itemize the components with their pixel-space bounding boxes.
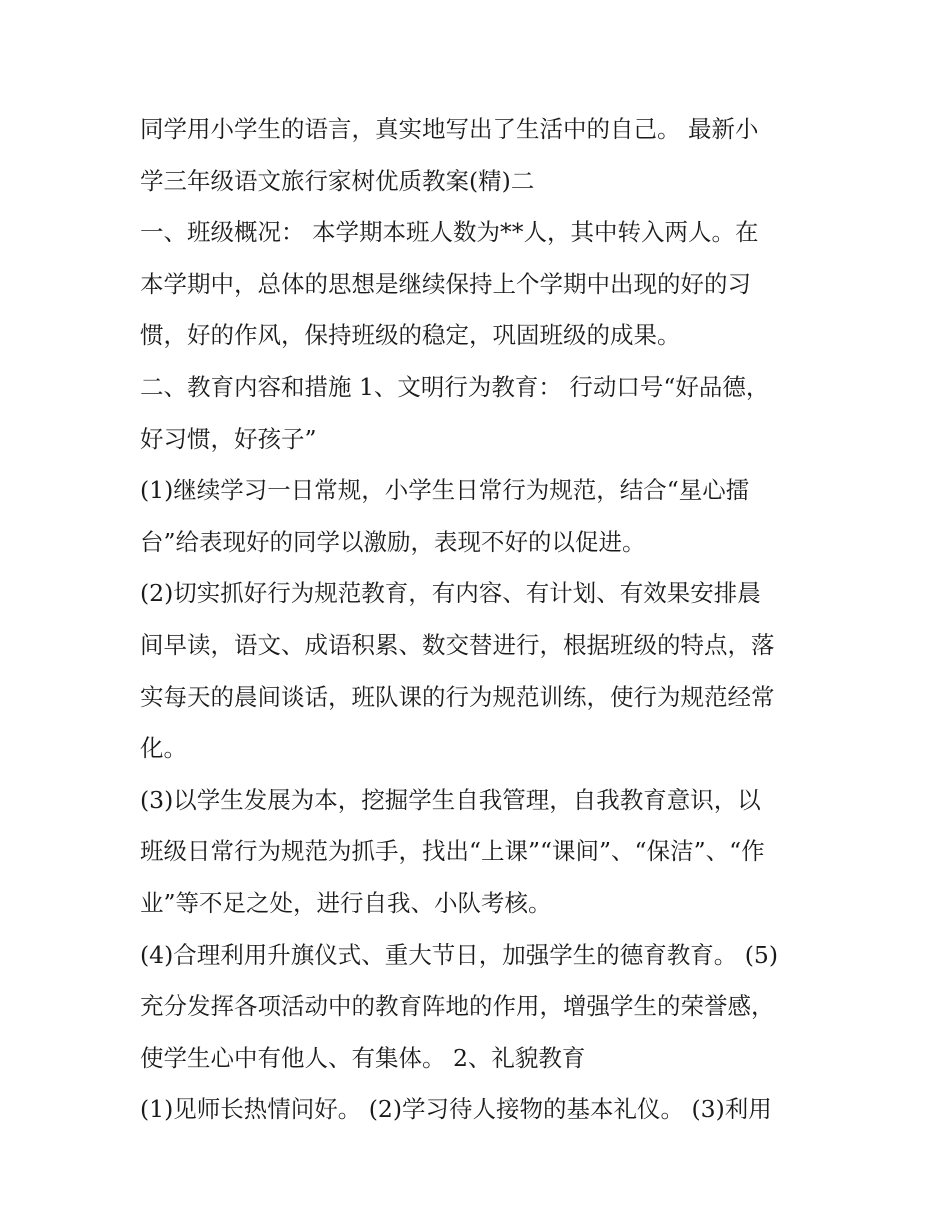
text-line: 间早读，语文、成语积累、数交替进行，根据班级的特点，落 xyxy=(140,630,775,659)
text-line: 二、教育内容和措施 1、文明行为教育： 行动口号“好品德， xyxy=(140,372,770,401)
text-line: (2)切实抓好行为规范教育，有内容、有计划、有效果安排晨 xyxy=(140,579,761,608)
text-line: (3)以学生发展为本，挖掘学生自我管理，自我教育意识，以 xyxy=(140,785,761,814)
text-line: (1)见师长热情问好。 (2)学习待人接物的基本礼仪。 (3)利用 xyxy=(140,1095,772,1124)
text-line: (1)继续学习一日常规，小学生日常行为规范，结合“星心擂 xyxy=(140,476,750,505)
text-line: 台”给表现好的同学以激励，表现不好的以促进。 xyxy=(140,527,646,556)
text-line: 好习惯，好孩子” xyxy=(140,424,317,453)
text-line: 惯，好的作风，保持班级的稳定，巩固班级的成果。 xyxy=(140,321,681,350)
text-line: (4)合理利用升旗仪式、重大节日，加强学生的德育教育。 (5) xyxy=(140,940,779,969)
text-line: 本学期中，总体的思想是继续保持上个学期中出现的好的习 xyxy=(140,269,751,298)
text-line: 使学生心中有他人、有集体。 2、礼貌教育 xyxy=(140,1043,586,1072)
text-line: 充分发挥各项活动中的教育阵地的作用，增强学生的荣誉感， xyxy=(140,992,775,1021)
text-line: 一、班级概况： 本学期本班人数为**人，其中转入两人。在 xyxy=(140,218,759,247)
document-body xyxy=(140,104,830,1136)
text-line: 业”等不足之处，进行自我、小队考核。 xyxy=(140,888,552,917)
text-line: 化。 xyxy=(140,734,187,763)
text-line: 实每天的晨间谈话，班队课的行为规范训练，使行为规范经常 xyxy=(140,682,775,711)
text-line: 学三年级语文旅行家树优质教案(精)二 xyxy=(140,166,535,195)
text-line: 同学用小学生的语言，真实地写出了生活中的自己。 最新小 xyxy=(140,115,759,143)
text-line: 班级日常行为规范为抓手，找出“上课”“课间”、“保洁”、“作 xyxy=(140,837,765,866)
